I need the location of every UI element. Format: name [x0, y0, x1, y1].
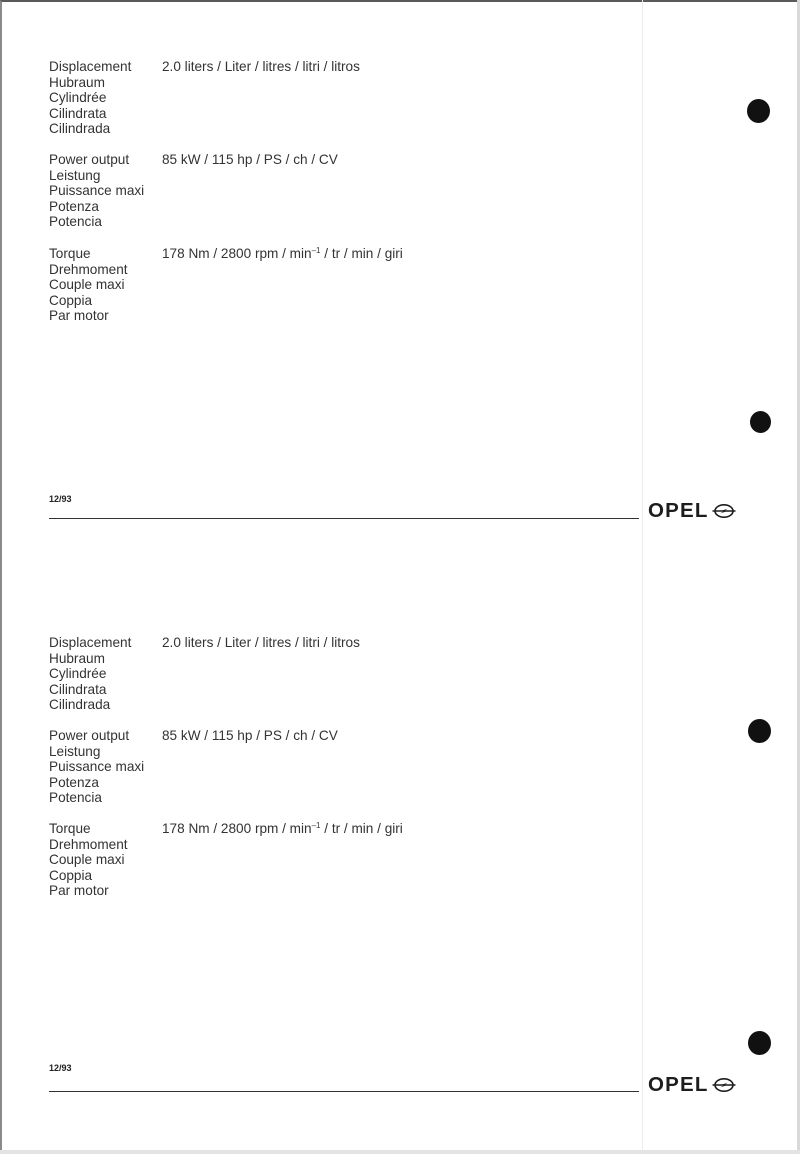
spec-value [162, 821, 403, 837]
spec-value: 2.0 liters / Liter / litres / litri / litros [162, 59, 360, 74]
opel-logo [648, 1073, 736, 1097]
footer-rule [49, 518, 639, 519]
spec-label: Cylindrée [49, 90, 107, 106]
spec-label: Puissance maxi [49, 759, 145, 775]
spec-label: Cilindrada [49, 121, 111, 137]
spec-label: Potencia [49, 214, 102, 230]
spec-label: Puissance maxi [49, 183, 145, 199]
spec-label: Potenza [49, 198, 99, 214]
spec-label: Hubraum [49, 74, 105, 90]
punch-hole-icon [748, 719, 771, 743]
footer-rule [49, 1091, 639, 1092]
spec-label: Cilindrada [49, 697, 111, 713]
spec-label: Couple maxi [49, 277, 125, 293]
spec-labels [49, 246, 159, 324]
spec-value: 2.0 liters / Liter / litres / litri / litros [162, 635, 360, 650]
opel-blitz-icon [712, 503, 736, 519]
punch-hole-icon [748, 1031, 771, 1055]
spec-label: Power output [49, 728, 130, 743]
spec-label: Coppia [49, 867, 93, 883]
brand-name: OPEL [648, 499, 709, 522]
spec-value-exponent: –1 [311, 246, 321, 255]
spec-label: Potencia [49, 790, 102, 806]
spec-value-tail: / tr / min / giri [320, 821, 403, 836]
spec-labels [49, 821, 159, 899]
spec-label: Coppia [49, 292, 93, 308]
date-code: 12/93 [49, 494, 72, 504]
spec-value-main: 178 Nm / 2800 rpm / min [162, 821, 312, 836]
spec-value-main: 178 Nm / 2800 rpm / min [162, 246, 312, 261]
spec-label: Power output [49, 152, 130, 167]
spec-label: Hubraum [49, 650, 105, 666]
spec-labels [49, 728, 159, 806]
spec-sheet-bottom [0, 577, 800, 1154]
spec-label: Torque [49, 246, 91, 261]
spec-label: Displacement [49, 59, 132, 74]
date-code: 12/93 [49, 1063, 72, 1073]
punch-hole-icon [747, 99, 770, 123]
spec-value: 85 kW / 115 hp / PS / ch / CV [162, 152, 338, 167]
spec-label: Drehmoment [49, 836, 128, 852]
spec-label: Cilindrata [49, 681, 107, 697]
spec-label: Cylindrée [49, 666, 107, 682]
opel-logo [648, 499, 736, 523]
spec-label: Leistung [49, 743, 101, 759]
spec-value-exponent: –1 [311, 821, 321, 830]
spec-label: Drehmoment [49, 261, 128, 277]
spec-value [162, 246, 403, 262]
punch-hole-icon [750, 411, 771, 433]
spec-value-tail: / tr / min / giri [320, 246, 403, 261]
spec-label: Cilindrata [49, 105, 107, 121]
spec-label: Displacement [49, 635, 132, 650]
spec-label: Par motor [49, 883, 109, 899]
spec-label: Couple maxi [49, 852, 125, 868]
spec-labels [49, 59, 159, 137]
spec-value: 85 kW / 115 hp / PS / ch / CV [162, 728, 338, 743]
spec-label: Leistung [49, 167, 101, 183]
spec-label: Torque [49, 821, 91, 836]
spec-label: Potenza [49, 774, 99, 790]
spec-label: Par motor [49, 308, 109, 324]
brand-name: OPEL [648, 1073, 709, 1096]
opel-blitz-icon [712, 1077, 736, 1093]
spec-labels [49, 635, 159, 713]
spec-labels [49, 152, 159, 230]
